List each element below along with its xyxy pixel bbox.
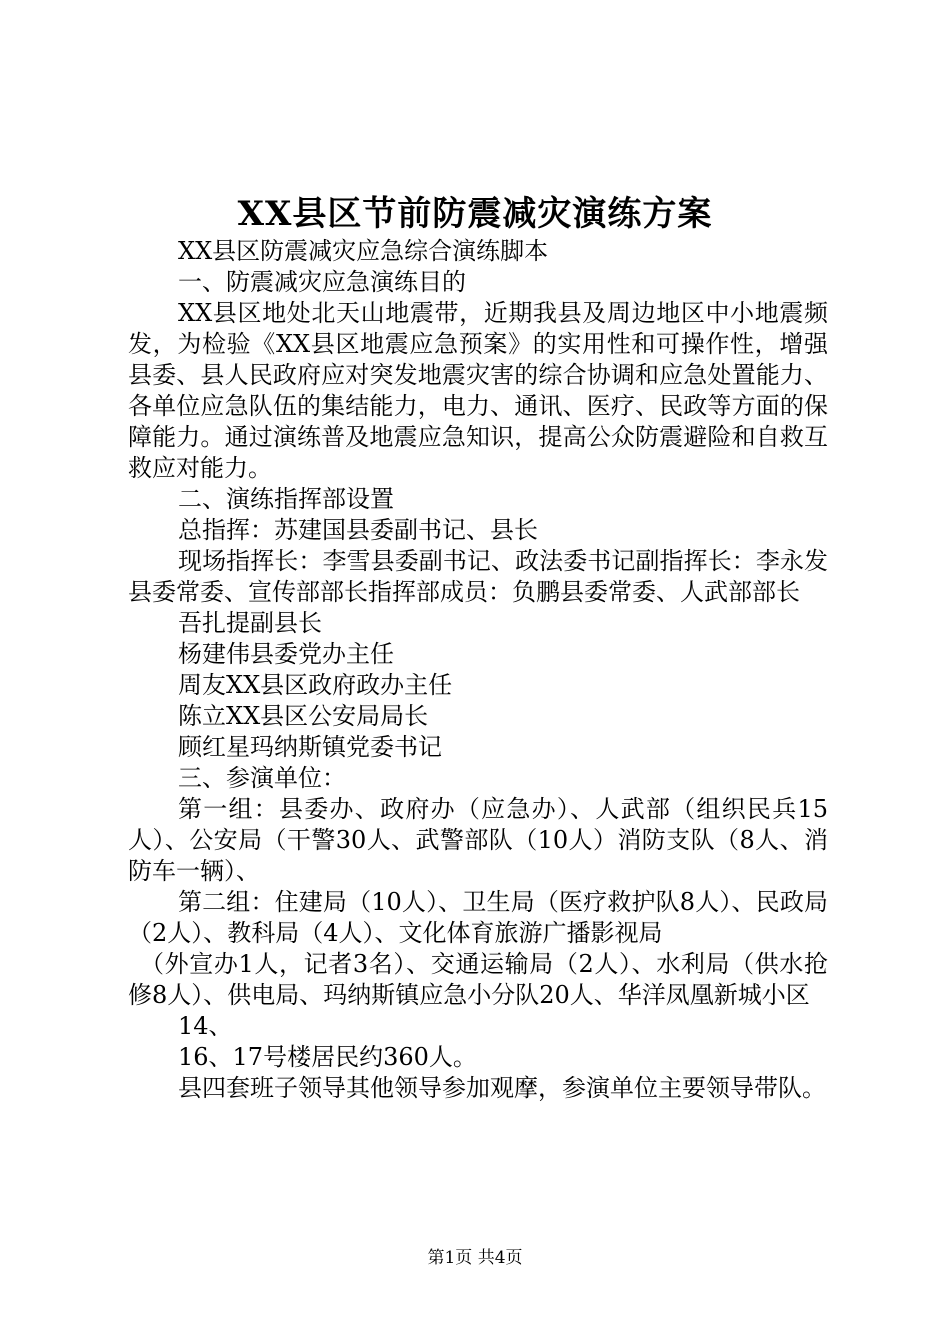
paragraph-observers: 县四套班子领导其他领导参加观摩，参演单位主要领导带队。 [178, 1074, 826, 1102]
paragraph-script-title: XX县区防震减灾应急综合演练脚本 [178, 237, 549, 265]
paragraph-group-two-cont: （外宣办1人，记者3名）、交通运输局（2人）、水利局（供水抢修8人）、供电局、玛纳斯镇应急小分队20人、华洋凤凰新城小区 [128, 950, 828, 1009]
heading-purpose: 一、防震减灾应急演练目的 [178, 268, 466, 296]
member-line: 周友XX县区政府政办主任 [178, 671, 453, 699]
paragraph-residents: 16、17号楼居民约360人。 [178, 1043, 477, 1071]
paragraph-group-two: 第二组：住建局（10人）、卫生局（医疗救护队8人）、民政局（2人）、教科局（4人）、文化体育旅游广播影视局 [128, 888, 828, 947]
member-line: 杨建伟县委党办主任 [178, 640, 394, 668]
document-title: XX县区节前防震减灾演练方案 [237, 194, 713, 234]
paragraph-building-14: 14、 [178, 1012, 233, 1040]
heading-command: 二、演练指挥部设置 [178, 485, 394, 513]
member-line: 陈立XX县区公安局局长 [178, 702, 429, 730]
paragraph-commander: 总指挥：苏建国县委副书记、县长 [178, 516, 538, 544]
paragraph-field-commander: 现场指挥长：李雪县委副书记、政法委书记副指挥长：李永发县委常委、宣传部部长指挥部成员：负鹏县委常委、人武部部长 [128, 547, 828, 606]
heading-units: 三、参演单位： [178, 764, 346, 792]
paragraph-purpose: XX县区地处北天山地震带，近期我县及周边地区中小地震频发，为检验《XX县区地震应急预案》的实用性和可操作性，增强县委、县人民政府应对突发地震灾害的综合协调和应急处置能力、各单位应急队伍的集结能力，电力、通讯、医疗、民政等方面的保障能力。通过演练普及地震应急知识，提高公众防震避险和自救互救应对能力。 [128, 299, 828, 482]
page-number: 第1页 共4页 [427, 1248, 523, 1268]
member-line: 吾扎提副县长 [178, 609, 322, 637]
document-body [128, 236, 828, 1104]
paragraph-group-one: 第一组：县委办、政府办（应急办）、人武部（组织民兵15人）、公安局（干警30人、武警部队（10人）消防支队（8人、消防车一辆）、 [128, 795, 828, 885]
member-line: 顾红星玛纳斯镇党委书记 [178, 733, 442, 761]
